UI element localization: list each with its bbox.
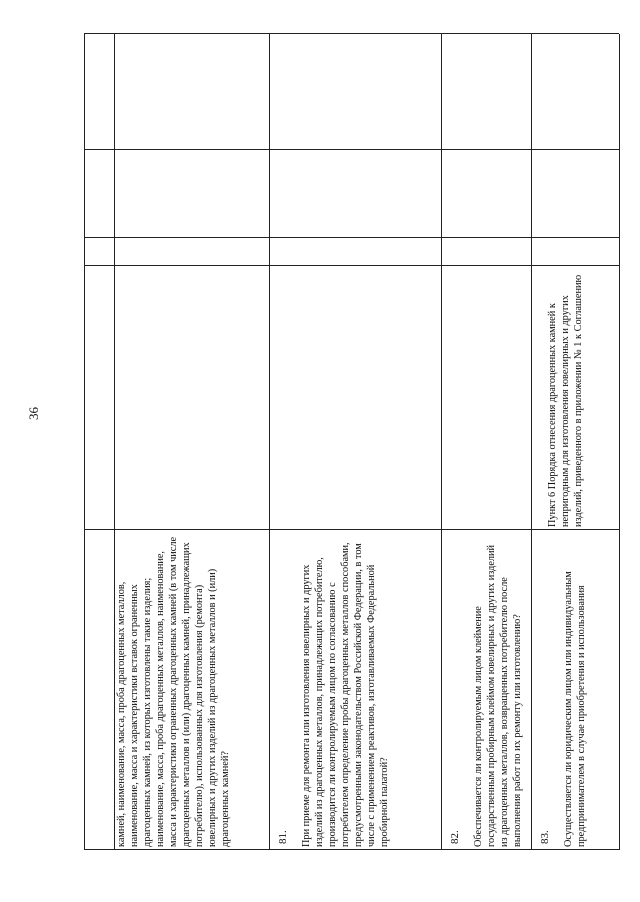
row-number: 82. [449,830,461,844]
table-row [441,34,531,850]
reference-cell: Пункт 6 Порядка отнесения драгоценных камней к непригодным для изготовления ювелирных и других изделий, приведенного в приложении № 1 к Соглашению [547,274,584,527]
page-number: 36 [26,407,41,420]
table-row [84,34,269,850]
row-number: 83. [539,830,551,844]
question-cell: Обеспечивается ли контролируемым лицом клеймение государственным пробирным клеймом ювелирных и других изделий из драгоценных металлов, возвращенных потребителю после выполнения работ по их ремонту или изготовлению? [473,544,523,847]
question-cell: камней, наименование, масса, проба драгоценных металлов, наименование, масса и характеристики вставок ограненных драгоценных камней, из которых изготовлены такие изделия; наименование, масса, проба драгоценных металлов, наименование, масса и характеристики ограненных драгоценных камней (в том числе драгоценных металлов и (или) драгоценных камней, принадлежащих потребителю), использованных для изготовления (ремонта) ювелирных и других изделий из драгоценных металлов и (или) драгоценных камней? [116,536,231,847]
table-row [531,34,619,850]
checklist-table [84,34,619,850]
table-row [269,34,441,850]
question-cell: Осуществляется ли юридическим лицом или индивидуальным предпринимателем в случае приобретения и использования [563,571,587,847]
row-number: 81. [277,830,289,844]
question-cell: При приеме для ремонта или изготовления ювелирных и других изделий из драгоценных металлов, принадлежащих потребителю, производится ли контролируемым лицом по согласованию с потребителем определение пробы драгоценных металлов способами, предусмотренными законодательством Российской Федерации, в том числе с применением реактивов, изготавливаемых Федеральной пробирной палатой? [301,542,390,847]
